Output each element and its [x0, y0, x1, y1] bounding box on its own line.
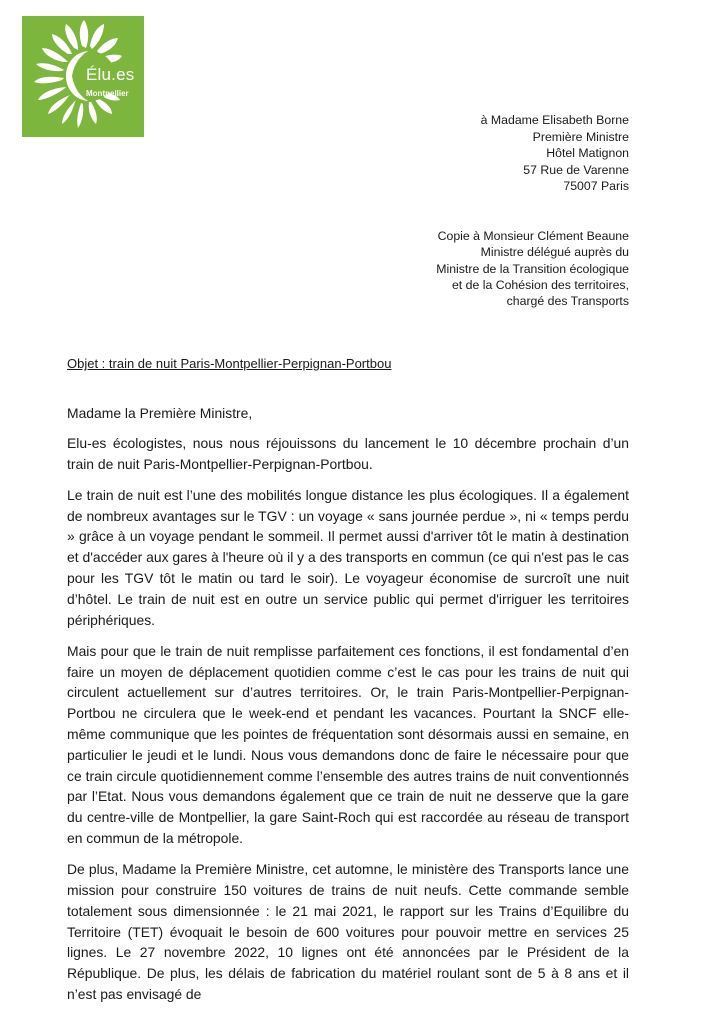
logo-subtitle: Montpellier — [86, 89, 129, 98]
recipient-line: Hôtel Matignon — [546, 146, 629, 160]
body-paragraph: De plus, Madame la Première Ministre, cet automne, le ministère des Transports lance une mission pour construire 150 voitures de trains de nuit neufs. Cette commande semble totalement sous dimensionnée : le 21 mai 2021, le rapport sur les Trains d’Equilibre du Territoire (TET) évoquait le besoin de 600 voitures pour pouvoir mettre en services 25 lignes. Le 27 novembre 2022, 10 lignes ont été annoncées par le Président de la République. De plus, les délais de fabrication du matériel roulant sont de 5 à 8 ans et il n’est pas envisagé de — [67, 861, 629, 1002]
copy-recipient-block — [436, 228, 629, 309]
elu-es-montpellier-logo — [22, 16, 144, 137]
letter-body — [67, 403, 629, 1015]
copy-line: Ministre délégué auprès du — [480, 245, 629, 260]
recipient-line: à Madame Elisabeth Borne — [480, 113, 629, 127]
copy-line: chargé des Transports — [506, 294, 629, 309]
letter-subject: Objet : train de nuit Paris-Montpellier-Perpignan-Portbou — [67, 356, 392, 371]
recipient-line: 75007 Paris — [563, 179, 629, 193]
logo-title: Élu.es — [86, 65, 135, 84]
copy-line: et de la Cohésion des territoires, — [451, 277, 629, 292]
body-paragraph: Le train de nuit est l’une des mobilités longue distance les plus écologiques. Il a également de nombreux avantages sur le TGV : un voyage « sans journée perdue », ni « temps perdu » grâce à un voyage pendant le sommeil. Il permet aussi d'arriver tôt le matin à destination et d'accéder aux gares à l'heure où il y a des transports en commun (ce qui n'est pas le cas pour les TGV tôt le matin ou tard le soir). Le voyageur économise de surcroît une nuit d’hôtel. Le train de nuit est en outre un service public qui permet d'irriguer les territoires périphériques. — [67, 486, 629, 628]
copy-line: Ministre de la Transition écologique — [436, 261, 629, 276]
copy-line: Copie à Monsieur Clément Beaune — [437, 229, 629, 243]
body-paragraph: Mais pour que le train de nuit remplisse parfaitement ces fonctions, il est fondamental d’en faire un moyen de déplacement quotidien comme c’est le cas pour les trains de nuit qui circulent actuellement sur d’autres territoires. Or, le train Paris-Montpellier-Perpignan-Portbou ne circulera que le week-end et pendant les vacances. Pourtant la SNCF elle-même communique que les pointes de fréquentation sont désormais aussi en semaine, en particulier le jeudi et le lundi. Nous vous demandons donc de faire le nécessaire pour que ce train circule quotidiennement comme l’ensemble des autres trains de nuit conventionnés par l’Etat. Nous vous demandons également que ce train de nuit ne desserve que la gare du centre-ville de Montpellier, la gare Saint-Roch qui est raccordée au réseau de transport en commun de la métropole. — [67, 642, 629, 846]
salutation: Madame la Première Ministre, — [67, 405, 253, 421]
body-paragraph: Elu-es écologistes, nous nous réjouissons du lancement le 10 décembre prochain d’un train de nuit Paris-Montpellier-Perpignan-Portbou. — [67, 434, 629, 472]
recipient-address-block — [481, 112, 629, 195]
recipient-line: Première Ministre — [532, 129, 629, 144]
recipient-line: 57 Rue de Varenne — [523, 162, 629, 177]
